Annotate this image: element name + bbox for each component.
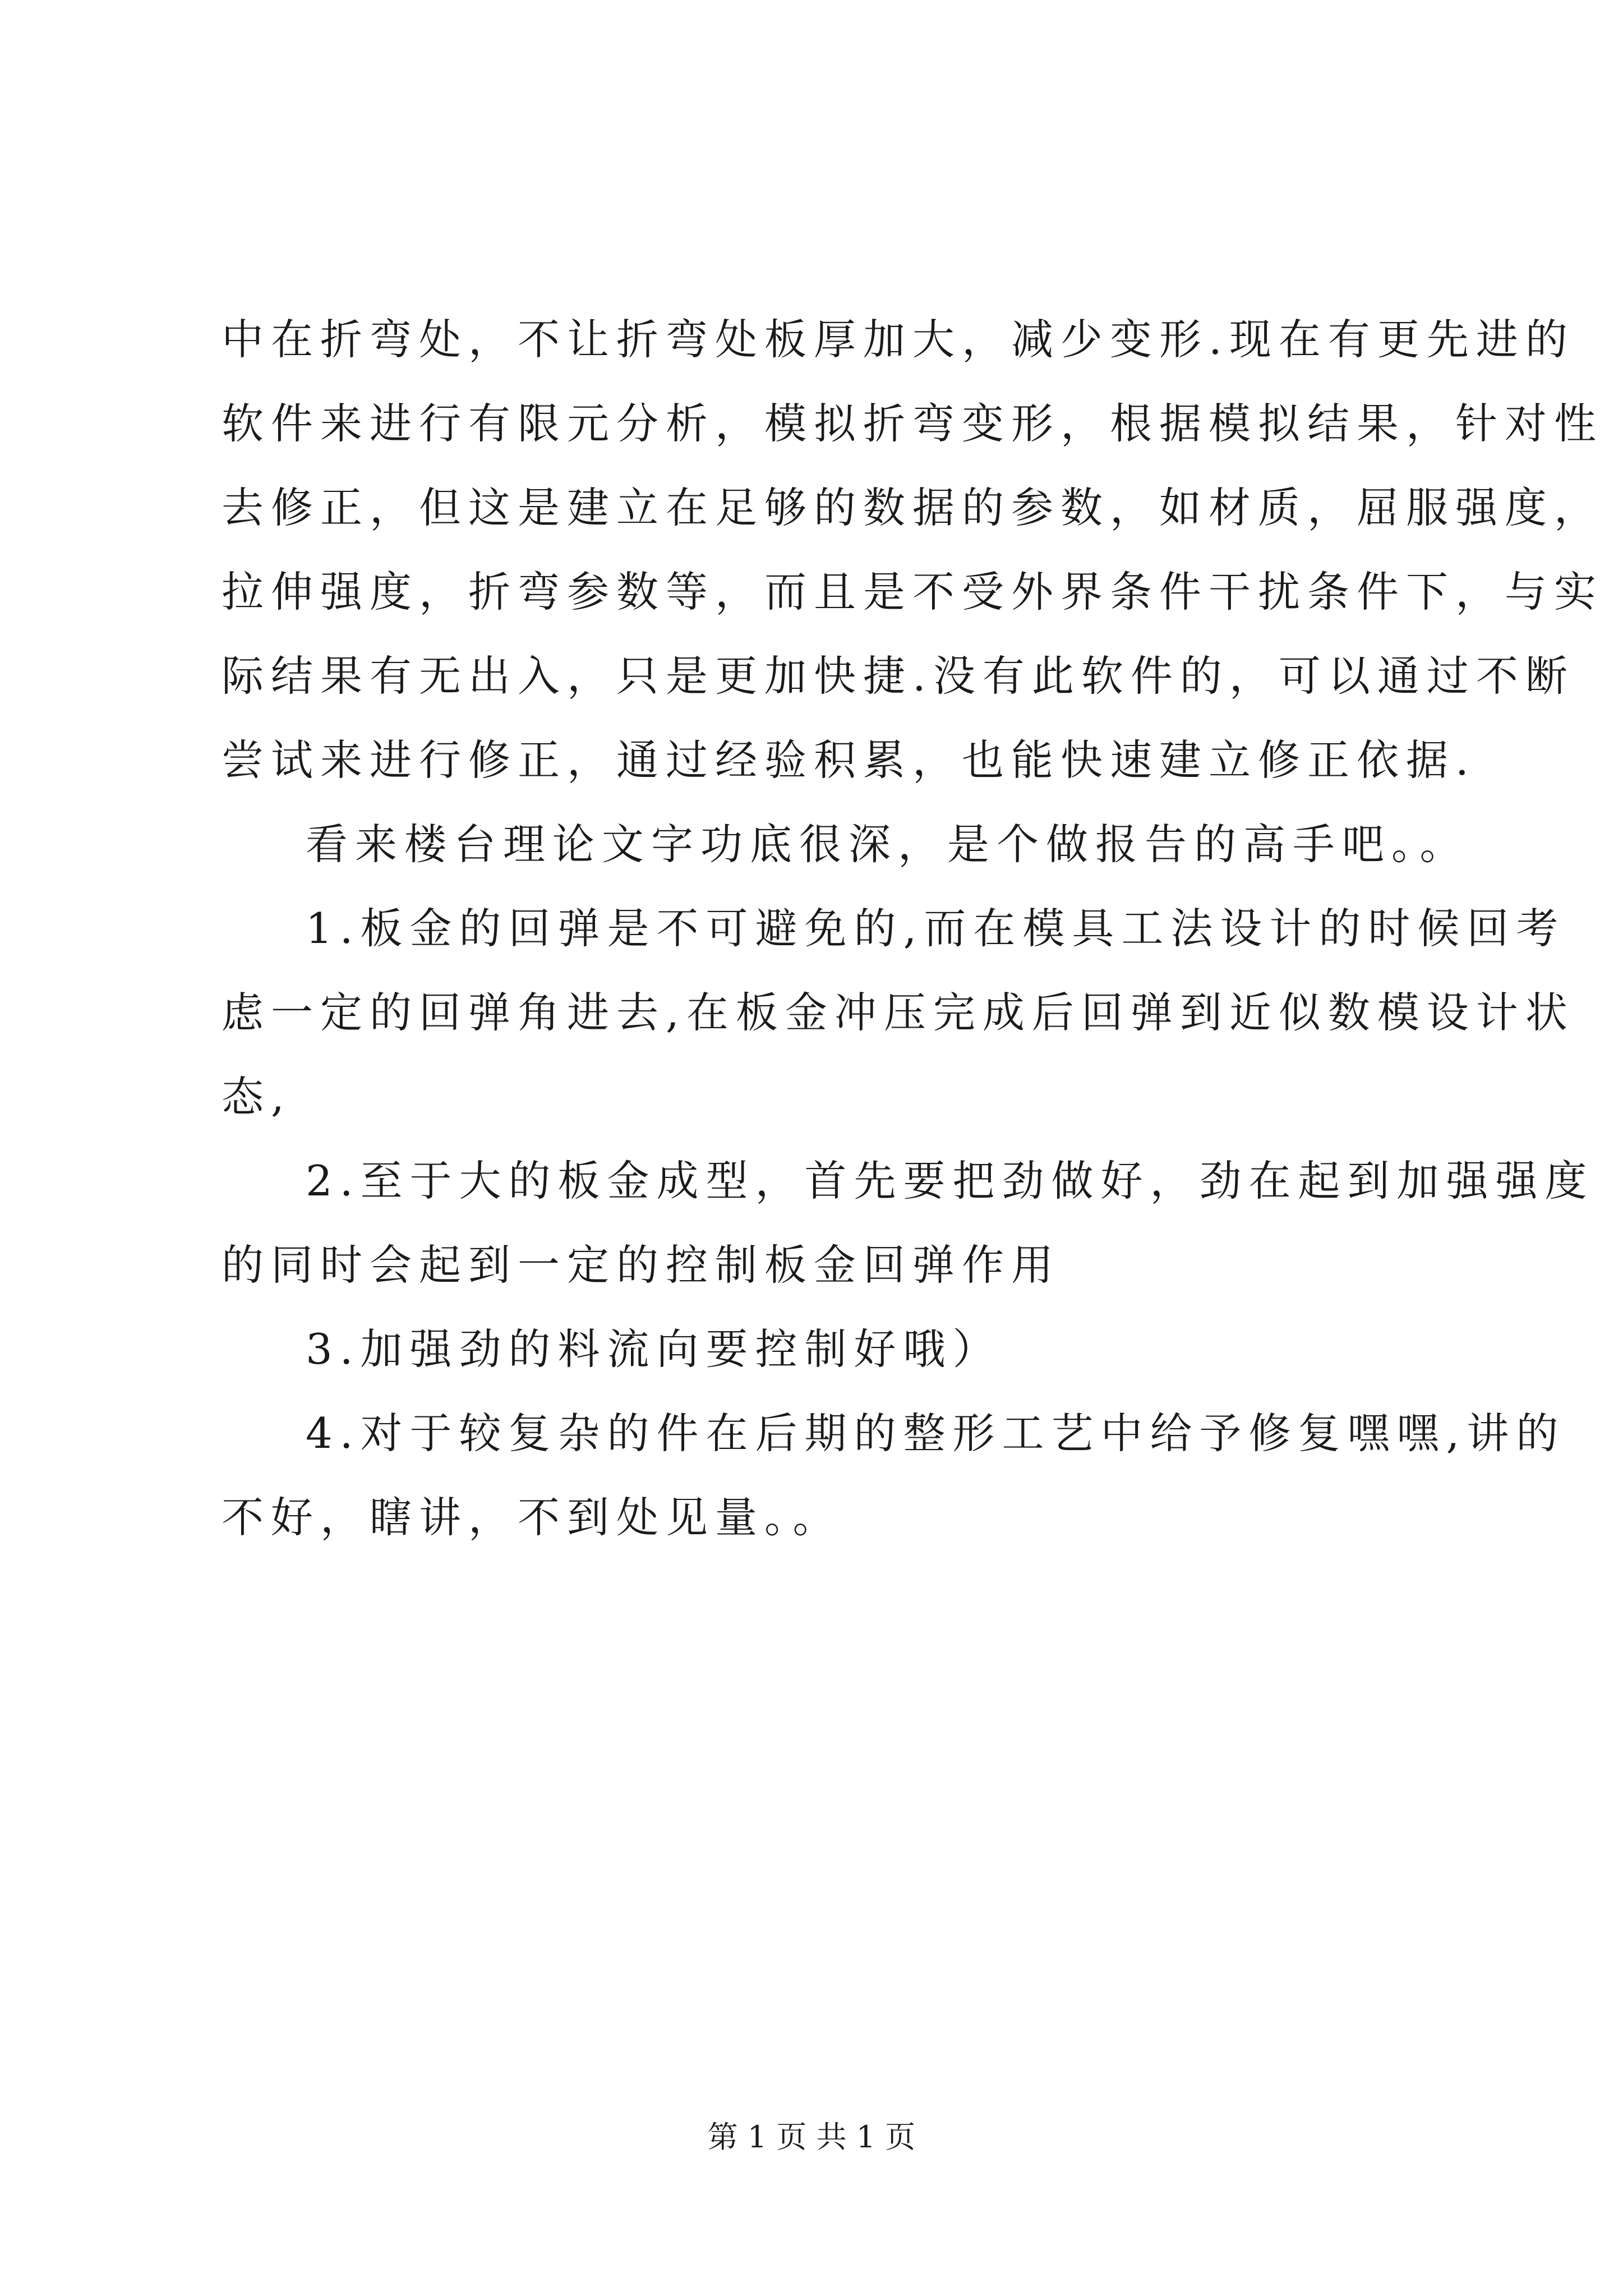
text-line: 看来楼台理论文字功底很深，是个做报告的高手吧。。 — [306, 820, 1469, 869]
text-line: 3.加强劲的料流向要控制好哦） — [306, 1324, 1002, 1374]
text-line: 际结果有无出入，只是更加快捷.没有此软件的，可以通过不断 — [222, 651, 1575, 701]
text-line: 态, — [222, 1072, 292, 1121]
text-line: 去修正，但这是建立在足够的数据的参数，如材质，屈服强度， — [222, 483, 1604, 532]
text-line: 软件来进行有限元分析，模拟折弯变形，根据模拟结果，针对性 — [222, 399, 1604, 448]
page-number: 第 1 页 共 1 页 — [707, 2119, 916, 2155]
text-line: 中在折弯处，不让折弯处板厚加大，减少变形.现在有更先进的 — [222, 315, 1575, 364]
text-line: 的同时会起到一定的控制板金回弹作用 — [222, 1240, 1061, 1290]
text-line: 尝试来进行修正，通过经验积累，也能快速建立修正依据. — [222, 735, 1476, 785]
text-line: 拉伸强度，折弯参数等，而且是不受外界条件干扰条件下，与实 — [222, 567, 1604, 616]
text-line: 2.至于大的板金成型，首先要把劲做好，劲在起到加强强度 — [306, 1156, 1594, 1205]
text-line: 4.对于较复杂的件在后期的整形工艺中给予修复嘿嘿,讲的 — [306, 1409, 1566, 1458]
text-line: 虑一定的回弹角进去,在板金冲压完成后回弹到近似数模设计状 — [222, 988, 1575, 1037]
text-line: 不好，瞎讲，不到处见量。。 — [222, 1493, 842, 1542]
text-line: 1.板金的回弹是不可避免的,而在模具工法设计的时候回考 — [306, 904, 1566, 953]
